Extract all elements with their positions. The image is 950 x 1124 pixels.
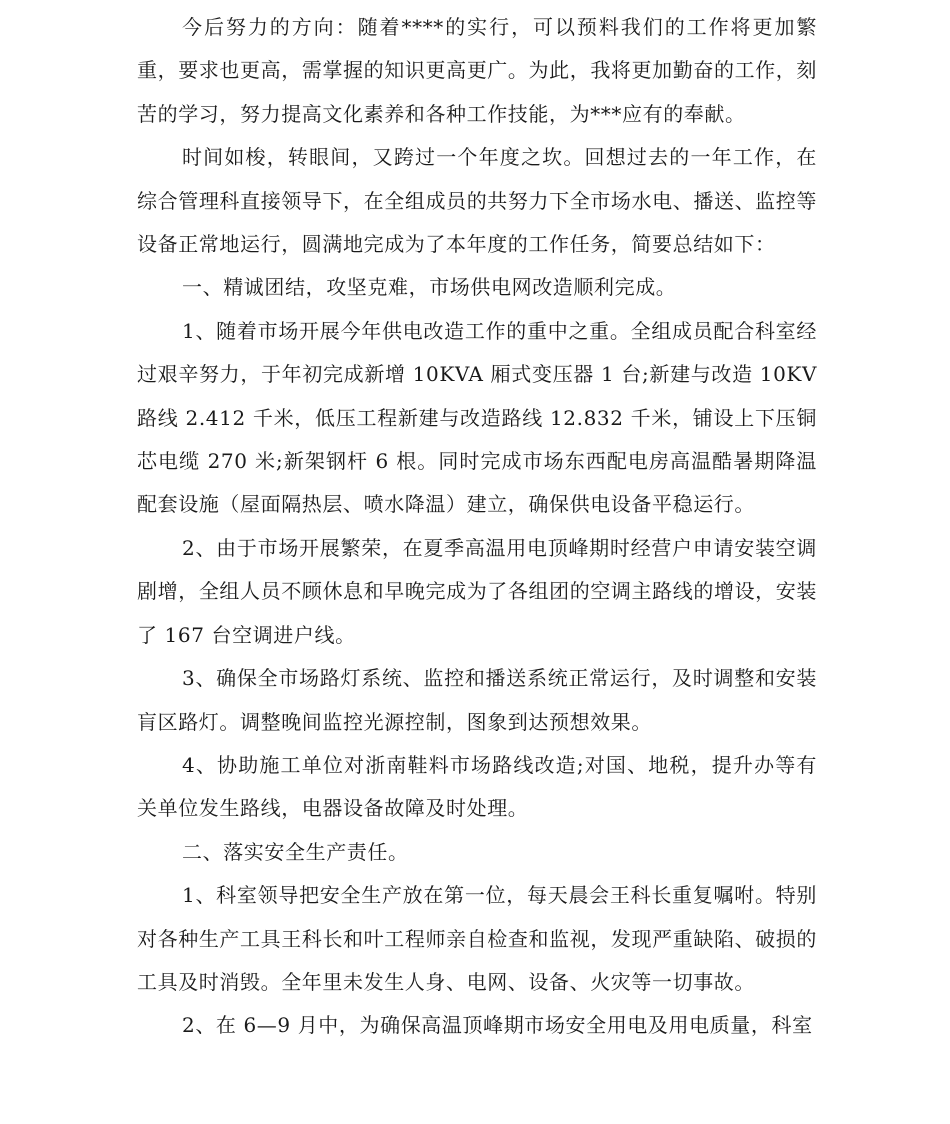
paragraph-street-lights: 3、确保全市场路灯系统、监控和播送系统正常运行，及时调整和安装肓区路灯。调整晚间监控光源控制，图象到达预想效果。 <box>137 666 817 734</box>
paragraph-safety-first: 1、科室领导把安全生产放在第一位，每天晨会王科长重复嘱咐。特别对各种生产工具王科长和叶工程师亲自检查和监视，发现严重缺陷、破损的工具及时消毁。全年里未发生人身、电网、设备、火灾等一切事故。 <box>137 883 817 994</box>
section-heading-power-grid: 一、精诚团结，攻坚克难，市场供电网改造顺利完成。 <box>182 275 677 300</box>
paragraph-air-conditioning: 2、由于市场开展繁荣，在夏季高温用电顶峰期时经营户申请安装空调剧增，全组人员不顾休息和早晚完成为了各组团的空调主路线的增设，安装了 167 台空调进户线。 <box>137 535 817 647</box>
paragraph-summer-peak: 2、在 6—9 月中，为确保高温顶峰期市场安全用电及用电质量，科室 <box>182 1013 813 1038</box>
paragraph-future-direction: 今后努力的方向：随着****的实行，可以预料我们的工作将更加繁重，要求也更高，需掌握的知识更高更广。为此，我将更加勤奋的工作，刻苦的学习，努力提高文化素养和各种工作技能，为***应有的奉献。 <box>137 15 817 126</box>
paragraph-power-upgrade: 1、随着市场开展今年供电改造工作的重中之重。全组成员配合科室经过艰辛努力，于年初完成新增 10KVA 厢式变压器 1 台;新建与改造 10KV 路线 2.412 千米，低压工程新建与改造路线 12.832 千米，铺设上下压铜芯电缆 270 米;新架钢杆 6 根。同时完成市场东西配电房高温酷暑期降温配套设施（屋面隔热层、喷水降温）建立，确保供电设备平稳运行。 <box>137 318 817 517</box>
paragraph-construction-assist: 4、协助施工单位对浙南鞋料市场路线改造;对国、地税，提升办等有关单位发生路线，电器设备故障及时处理。 <box>137 752 817 821</box>
document-body <box>137 6 817 1048</box>
section-heading-safety: 二、落实安全生产责任。 <box>182 839 409 864</box>
paragraph-annual-summary-intro: 时间如梭，转眼间，又跨过一个年度之坎。回想过去的一年工作，在综合管理科直接领导下，在全组成员的共努力下全市场水电、播送、监控等设备正常地运行，圆满地完成为了本年度的工作任务，简要总结如下： <box>137 145 817 257</box>
